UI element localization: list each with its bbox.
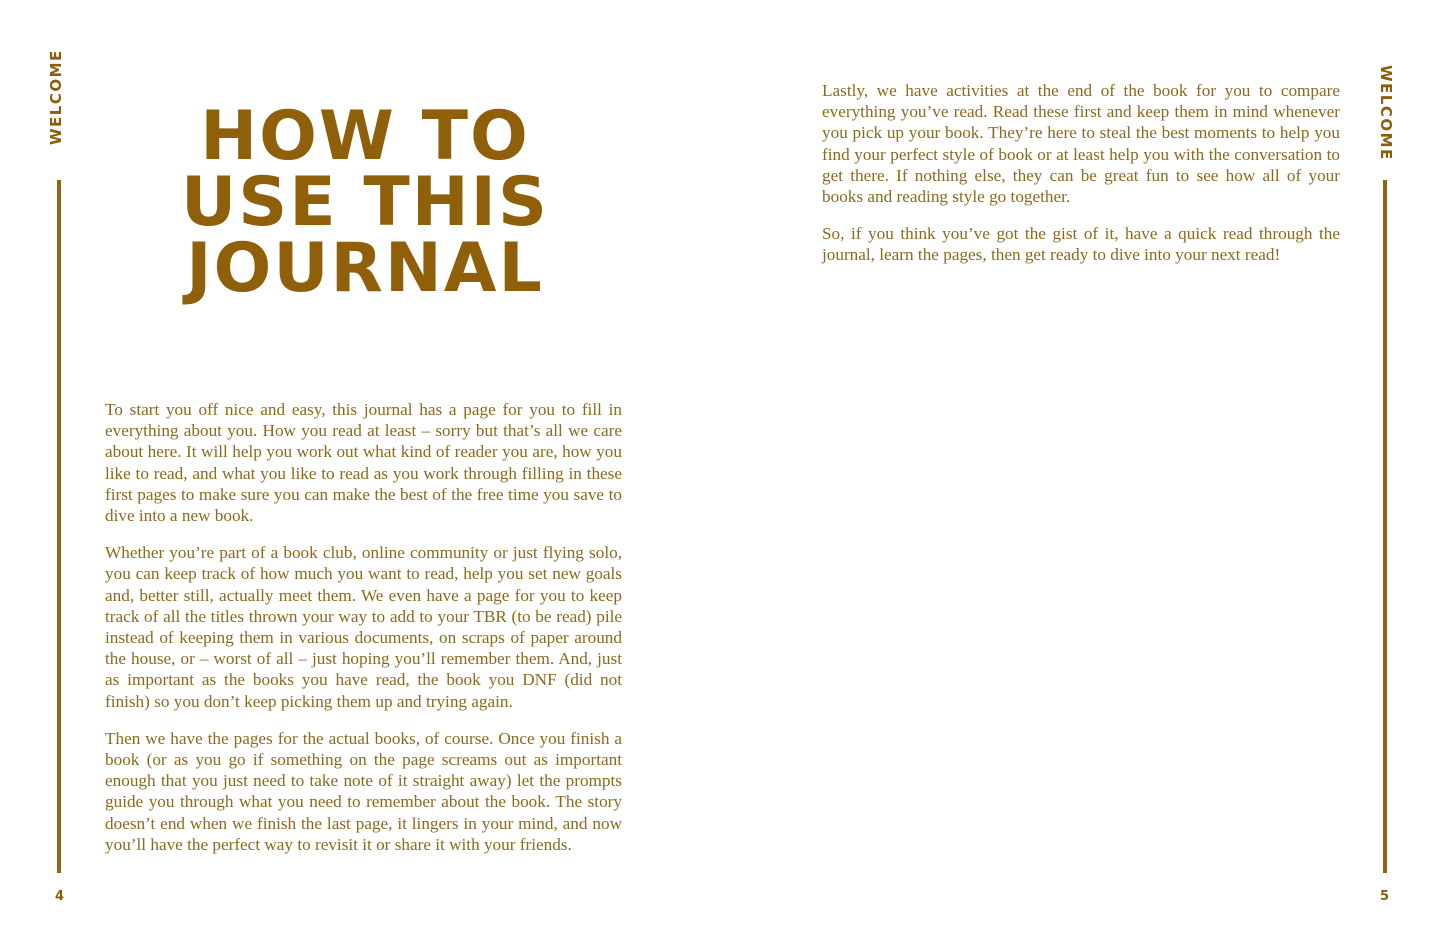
vertical-rule-right: [1383, 180, 1387, 873]
paragraph: Lastly, we have activities at the end of the book for you to compare everything you’ve read. Read these first and keep them in mind whenever you pick up your book. They’re here to steal the best moments to help you find your perfect style of book or at least help you with the conversation to get there. If nothing else, they can be great fun to see how all of your books and reading style go together.: [822, 81, 1340, 207]
vertical-rule-left: [57, 180, 61, 873]
page-title: [170, 97, 560, 308]
paragraph: So, if you think you’ve got the gist of it, have a quick read through the journal, learn the pages, then get ready to dive into your next read!: [822, 224, 1340, 265]
section-label-right: WELCOME: [1377, 65, 1395, 161]
paragraph: Whether you’re part of a book club, online community or just flying solo, you can keep track of how much you want to read, help you set new goals and, better still, actually meet them. We even have a page for you to keep track of all the titles thrown your way to add to your TBR (to be read) pile instead of keeping them in various documents, on scraps of paper around the house, or – worst of all – just hoping you’ll remember them. And, just as important as the books you have read, the book you DNF (did not finish) so you don’t keep picking them up and trying again.: [105, 543, 622, 711]
section-label-left: WELCOME: [47, 49, 65, 145]
title-line: JOURNAL: [186, 229, 544, 308]
page-number-right: 5: [1380, 889, 1390, 904]
paragraph: Then we have the pages for the actual books, of course. Once you finish a book (or as you go if something on the page screams out as important enough that you just need to take note of it straight away) let the prompts guide you through what you need to remember about the book. The story doesn’t end when we finish the last page, it lingers in your mind, and now you’ll have the perfect way to revisit it or share it with your friends.: [105, 728, 622, 854]
title-line: HOW TO: [200, 97, 530, 176]
title-line: USE THIS: [181, 163, 549, 242]
page-number-left: 4: [55, 889, 65, 904]
left-body-text: [105, 399, 622, 871]
paragraph: To start you off nice and easy, this journal has a page for you to fill in everything about you. How you read at least – sorry but that’s all we care about here. It will help you work out what kind of reader you are, how you like to read, and what you like to read as you work through filling in these first pages to make sure you can make the best of the free time you save to dive into a new book.: [105, 400, 622, 526]
right-body-text: [822, 80, 1340, 282]
